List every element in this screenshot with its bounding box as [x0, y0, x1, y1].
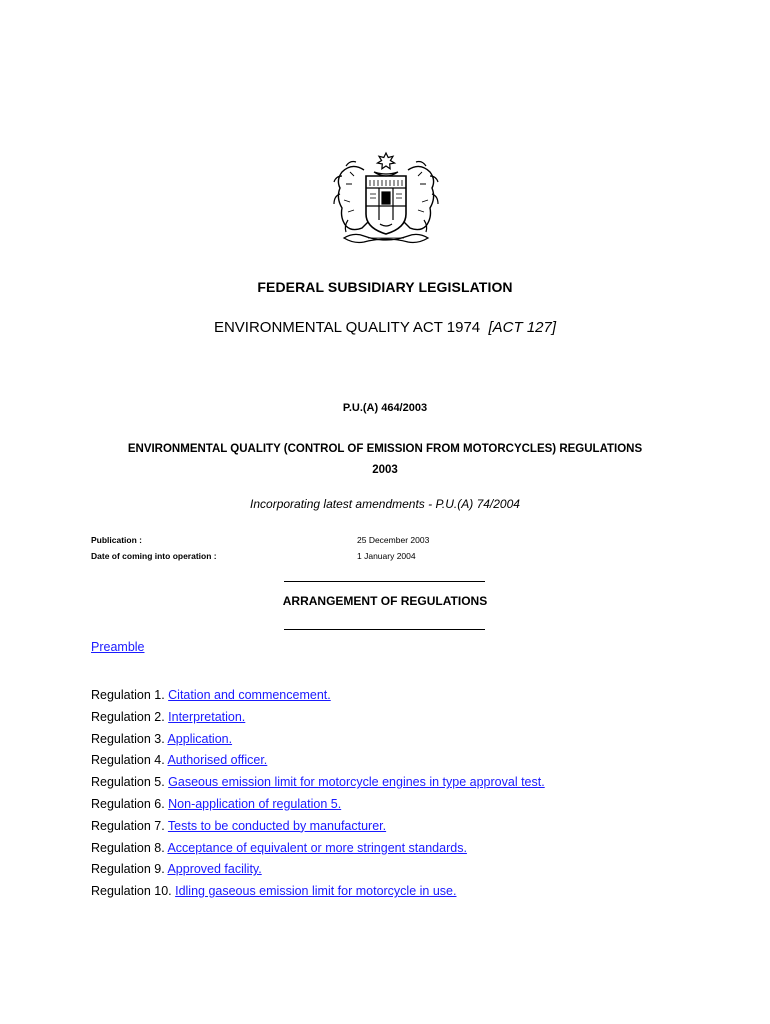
arrangement-heading: ARRANGEMENT OF REGULATIONS [282, 594, 488, 608]
regulation-prefix: Regulation 9. [91, 862, 168, 877]
regulation-link-7[interactable]: Tests to be conducted by manufacturer. [167, 818, 387, 833]
regulations-title-line1: ENVIRONMENTAL QUALITY (CONTROL OF EMISSION FROM MOTORCYCLES) REGULATIONS [127, 443, 643, 455]
list-item [91, 796, 731, 818]
regulation-prefix: Regulation 6. [91, 796, 169, 811]
regulation-link-4[interactable]: Authorised officer. [167, 753, 268, 768]
preamble-link[interactable]: Preamble [91, 640, 145, 654]
regulation-link-3[interactable]: Application. [167, 731, 233, 746]
act-number: [ACT 127] [488, 319, 557, 336]
publication-label: Publication : [91, 535, 142, 545]
list-item [91, 840, 731, 862]
regulation-prefix: Regulation 8. [91, 840, 168, 855]
divider-bottom [284, 629, 485, 630]
regulation-prefix: Regulation 2. [91, 709, 169, 724]
list-item [91, 861, 731, 883]
regulation-link-5[interactable]: Gaseous emission limit for motorcycle engines in type approval test. [168, 775, 545, 790]
regulation-link-8[interactable]: Acceptance of equivalent or more stringent standards. [167, 840, 467, 855]
act-line [0, 319, 770, 336]
list-item [91, 774, 731, 796]
regulation-list [91, 687, 731, 905]
regulation-prefix: Regulation 1. [91, 688, 169, 702]
legislation-title: FEDERAL SUBSIDIARY LEGISLATION [257, 279, 513, 295]
regulation-link-10[interactable]: Idling gaseous emission limit for motorcycle in use. [175, 884, 457, 899]
list-item [91, 752, 731, 774]
list-item [91, 883, 731, 905]
regulation-link-6[interactable]: Non-application of regulation 5. [168, 796, 342, 811]
operation-value: 1 January 2004 [357, 551, 416, 561]
regulation-prefix: Regulation 7. [91, 818, 168, 833]
list-item [91, 687, 731, 709]
amendments-note: Incorporating latest amendments - P.U.(A) 74/2004 [250, 497, 520, 511]
regulations-title-line2: 2003 [372, 464, 398, 476]
regulation-prefix: Regulation 5. [91, 775, 169, 790]
list-item [91, 818, 731, 840]
publication-value: 25 December 2003 [357, 535, 430, 545]
divider-top [284, 581, 485, 582]
list-item [91, 731, 731, 753]
regulation-link-9[interactable]: Approved facility. [167, 862, 262, 877]
regulation-prefix: Regulation 3. [91, 731, 168, 746]
list-item [91, 709, 731, 731]
act-name: ENVIRONMENTAL QUALITY ACT 1974 [213, 319, 481, 336]
malaysia-coat-of-arms-icon [324, 150, 448, 248]
regulation-link-2[interactable]: Interpretation. [168, 709, 246, 724]
regulation-link-1[interactable]: Citation and commencement. [168, 688, 331, 702]
operation-label: Date of coming into operation : [91, 551, 217, 561]
regulations-title [85, 439, 685, 481]
regulation-prefix: Regulation 10. [91, 884, 176, 899]
pu-number: P.U.(A) 464/2003 [342, 402, 428, 414]
regulation-prefix: Regulation 4. [91, 753, 168, 768]
